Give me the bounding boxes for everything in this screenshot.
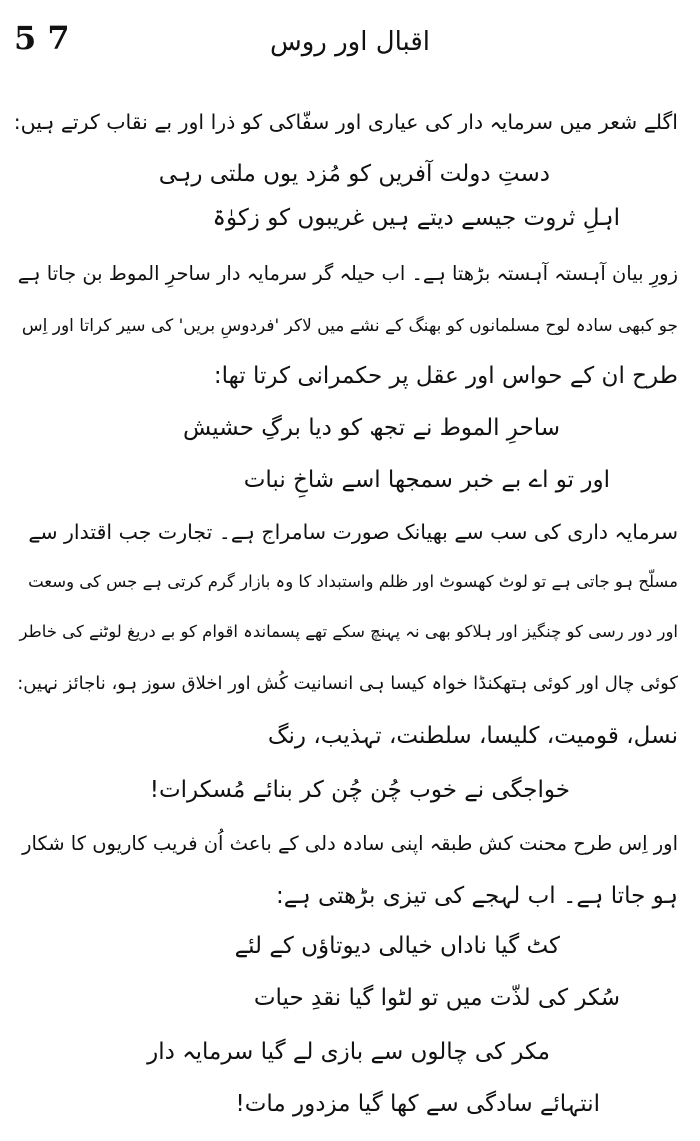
verse-line: انتہائے سادگی سے کھا گیا مزدور مات! bbox=[235, 1091, 600, 1117]
verse-line: سُکر کی لذّت میں تو لٹوا گیا نقدِ حیات bbox=[253, 985, 620, 1011]
prose-line: سرمایہ داری کی سب سے بھیانک صورت سامراج ہے۔ تجارت جب اقتدار سے bbox=[28, 520, 678, 544]
verse-line: دستِ دولت آفریں کو مُزد یوں ملتی رہی bbox=[158, 161, 550, 187]
verse-line: اہلِ ثروت جیسے دیتے ہیں غریبوں کو زکوٰۃ bbox=[212, 205, 620, 231]
prose-line: طرح ان کے حواس اور عقل پر حکمرانی کرتا تھا: bbox=[213, 363, 678, 389]
running-title: اقبال اور روس bbox=[269, 27, 431, 57]
prose-line: جو کبھی سادہ لوح مسلمانوں کو بھنگ کے نشے میں لاکر 'فردوسِ بریں' کی سیر کراتا اور اِس bbox=[21, 316, 678, 336]
prose-line: زورِ بیان آہستہ آہستہ بڑھتا ہے۔ اب حیلہ گر سرمایہ دار ساحرِ الموط بن جاتا ہے bbox=[17, 262, 678, 285]
prose-line: کوئی چال اور کوئی ہتھکنڈا خواہ کیسا ہی انسانیت کُش اور اخلاق سوز ہو، ناجائز نہیں: bbox=[17, 673, 678, 694]
verse-line: ساحرِ الموط نے تجھ کو دیا برگِ حشیش bbox=[182, 415, 560, 441]
verse-line: نسل، قومیت، کلیسا، سلطنت، تہذیب، رنگ bbox=[267, 723, 678, 749]
prose-line: اور اِس طرح محنت کش طبقہ اپنی سادہ دلی کے باعث اُن فریب کاریوں کا شکار bbox=[22, 832, 678, 855]
prose-line: اور دور رسی کو چنگیز اور ہلاکو بھی نہ پہنچ سکے تھے پسماندہ اقوام کو بے دریغ لوٹنے کی خاطر bbox=[19, 622, 678, 641]
verse-line: مکر کی چالوں سے بازی لے گیا سرمایہ دار bbox=[147, 1039, 550, 1065]
prose-line: ہو جاتا ہے۔ اب لہجے کی تیزی بڑھتی ہے: bbox=[276, 883, 678, 909]
verse-line: اور تو اے بے خبر سمجھا اسے شاخِ نبات bbox=[243, 467, 610, 493]
verse-line: کٹ گیا ناداں خیالی دیوتاؤں کے لئے bbox=[234, 933, 560, 959]
verse-line: خواجگی نے خوب چُن چُن کر بنائے مُسکرات! bbox=[149, 777, 570, 803]
page-number: 5 7 bbox=[14, 19, 70, 57]
prose-line: اگلے شعر میں سرمایہ دار کی عیاری اور سفّاکی کو ذرا اور بے نقاب کرتے ہیں: bbox=[13, 110, 678, 134]
prose-line: مسلّح ہو جاتی ہے تو لوٹ کھسوٹ اور ظلم واستبداد کا وہ بازار گرم کرتی ہے جس کی وسعت bbox=[28, 572, 678, 591]
